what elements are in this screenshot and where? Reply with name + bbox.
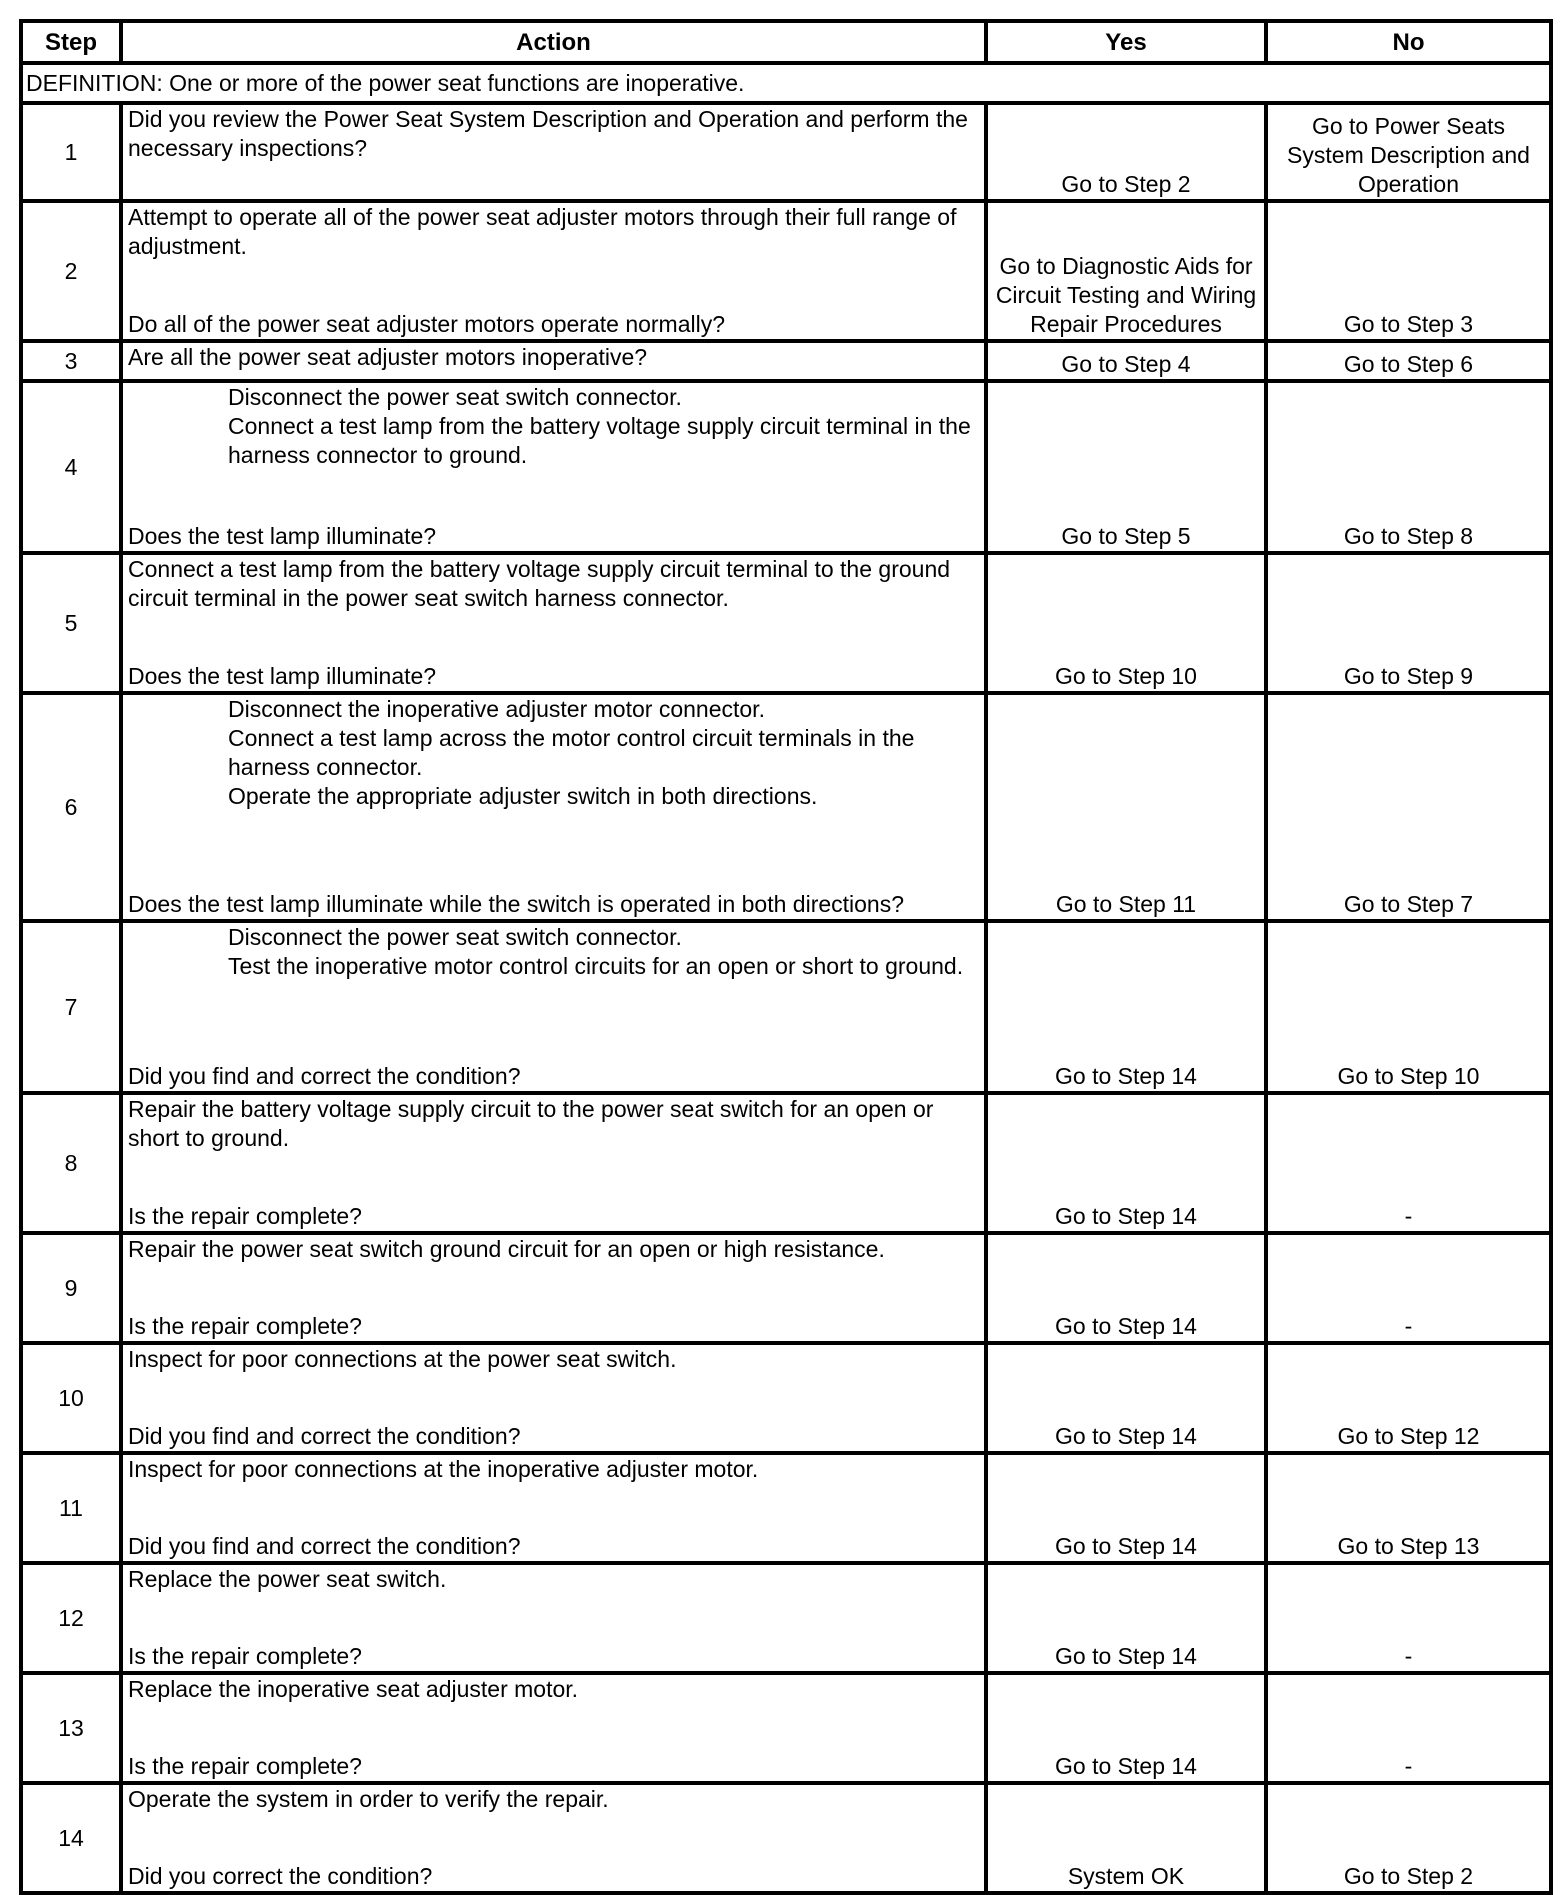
table-row: [21, 553, 1551, 693]
step-number: 14: [21, 1783, 121, 1893]
action-text: Connect a test lamp from the battery voltage supply circuit terminal in the harness connector to ground.: [228, 413, 971, 468]
action-cell: [121, 381, 986, 553]
table-row: [21, 921, 1551, 1093]
action-cell: [121, 1783, 986, 1893]
action-cell: [121, 553, 986, 693]
header-row: [21, 21, 1551, 63]
no-result: -: [1266, 1093, 1551, 1233]
no-result: Go to Step 6: [1266, 341, 1551, 381]
step-number: 2: [21, 201, 121, 341]
step-number: 8: [21, 1093, 121, 1233]
step-number: 5: [21, 553, 121, 693]
no-result: -: [1266, 1673, 1551, 1783]
action-cell: [121, 1343, 986, 1453]
yes-result: Go to Step 10: [986, 553, 1266, 693]
action-cell: [121, 1093, 986, 1233]
step-number: 7: [21, 921, 121, 1093]
action-question: Is the repair complete?: [128, 1753, 362, 1779]
action-text: Inspect for poor connections at the inoperative adjuster motor.: [128, 1456, 759, 1482]
step-number: 9: [21, 1233, 121, 1343]
action-question: Is the repair complete?: [128, 1643, 362, 1669]
action-text: Attempt to operate all of the power seat adjuster motors through their full range of adjustment.: [128, 204, 957, 259]
action-cell: [121, 1563, 986, 1673]
action-text: Operate the system in order to verify the repair.: [128, 1786, 609, 1812]
table-row: [21, 693, 1551, 921]
action-question: Does the test lamp illuminate while the switch is operated in both directions?: [128, 891, 905, 917]
action-question: Did you find and correct the condition?: [128, 1423, 521, 1449]
yes-result: Go to Step 14: [986, 1673, 1266, 1783]
yes-result: Go to Diagnostic Aids for Circuit Testing and Wiring Repair Procedures: [986, 201, 1266, 341]
action-cell: [121, 1233, 986, 1343]
yes-result: Go to Step 14: [986, 921, 1266, 1093]
action-text: Repair the power seat switch ground circuit for an open or high resistance.: [128, 1236, 885, 1262]
no-result: -: [1266, 1233, 1551, 1343]
yes-result: Go to Step 14: [986, 1093, 1266, 1233]
table-row: [21, 1563, 1551, 1673]
action-text: Are all the power seat adjuster motors inoperative?: [128, 344, 648, 370]
no-result: Go to Step 3: [1266, 201, 1551, 341]
action-cell: [121, 341, 986, 381]
yes-result: Go to Step 14: [986, 1233, 1266, 1343]
yes-result: System OK: [986, 1783, 1266, 1893]
yes-result: Go to Step 4: [986, 341, 1266, 381]
no-result: Go to Step 9: [1266, 553, 1551, 693]
action-question: Does the test lamp illuminate?: [128, 523, 437, 549]
table-row: [21, 1673, 1551, 1783]
action-question: Does the test lamp illuminate?: [128, 663, 437, 689]
action-text: Connect a test lamp from the battery voltage supply circuit terminal to the ground circuit terminal in the power seat switch harness connector.: [128, 556, 951, 611]
action-question: Is the repair complete?: [128, 1203, 362, 1229]
action-cell: [121, 693, 986, 921]
action-question: Do all of the power seat adjuster motors operate normally?: [128, 311, 726, 337]
action-question: Did you find and correct the condition?: [128, 1063, 521, 1089]
step-number: 12: [21, 1563, 121, 1673]
action-text: Replace the inoperative seat adjuster motor.: [128, 1676, 579, 1702]
definition-row: [21, 63, 1551, 103]
no-result: Go to Step 2: [1266, 1783, 1551, 1893]
action-text: Replace the power seat switch.: [128, 1566, 447, 1592]
no-result: Go to Step 13: [1266, 1453, 1551, 1563]
yes-result: Go to Step 2: [986, 103, 1266, 201]
action-cell: [121, 1453, 986, 1563]
action-text: Connect a test lamp across the motor control circuit terminals in the harness connector.: [228, 725, 915, 780]
step-number: 4: [21, 381, 121, 553]
table-row: [21, 1783, 1551, 1893]
action-text: Test the inoperative motor control circuits for an open or short to ground.: [228, 953, 964, 979]
table-row: [21, 1453, 1551, 1563]
action-cell: [121, 1673, 986, 1783]
yes-result: Go to Step 14: [986, 1563, 1266, 1673]
yes-result: Go to Step 11: [986, 693, 1266, 921]
action-text: Disconnect the power seat switch connector.: [228, 924, 682, 950]
table-row: [21, 1093, 1551, 1233]
definition-text: DEFINITION: One or more of the power seat functions are inoperative.: [21, 63, 1551, 103]
table-row: [21, 341, 1551, 381]
table-row: [21, 1343, 1551, 1453]
no-result: Go to Step 12: [1266, 1343, 1551, 1453]
yes-result: Go to Step 5: [986, 381, 1266, 553]
step-number: 3: [21, 341, 121, 381]
action-cell: [121, 201, 986, 341]
no-result: Go to Step 8: [1266, 381, 1551, 553]
action-text: Disconnect the power seat switch connector.: [228, 384, 682, 410]
step-number: 10: [21, 1343, 121, 1453]
action-question: Did you find and correct the condition?: [128, 1533, 521, 1559]
action-text: Disconnect the inoperative adjuster motor connector.: [228, 696, 765, 722]
action-text: Did you review the Power Seat System Description and Operation and perform the necessary inspections?: [128, 106, 968, 161]
action-text: Inspect for poor connections at the power seat switch.: [128, 1346, 677, 1372]
table-row: [21, 381, 1551, 553]
no-result: Go to Power Seats System Description and Operation: [1266, 103, 1551, 201]
header-no: No: [1266, 21, 1551, 63]
no-result: Go to Step 10: [1266, 921, 1551, 1093]
step-number: 13: [21, 1673, 121, 1783]
step-number: 11: [21, 1453, 121, 1563]
yes-result: Go to Step 14: [986, 1453, 1266, 1563]
table-row: [21, 103, 1551, 201]
action-text: Operate the appropriate adjuster switch in both directions.: [228, 783, 818, 809]
action-cell: [121, 921, 986, 1093]
step-number: 6: [21, 693, 121, 921]
header-action: Action: [121, 21, 986, 63]
header-step: Step: [21, 21, 121, 63]
action-question: Did you correct the condition?: [128, 1863, 433, 1889]
diagnostic-table: [19, 19, 1553, 1895]
no-result: -: [1266, 1563, 1551, 1673]
no-result: Go to Step 7: [1266, 693, 1551, 921]
table-row: [21, 201, 1551, 341]
table-row: [21, 1233, 1551, 1343]
header-yes: Yes: [986, 21, 1266, 63]
action-question: Is the repair complete?: [128, 1313, 362, 1339]
yes-result: Go to Step 14: [986, 1343, 1266, 1453]
action-text: Repair the battery voltage supply circuit to the power seat switch for an open or short to ground.: [128, 1096, 934, 1151]
action-cell: [121, 103, 986, 201]
step-number: 1: [21, 103, 121, 201]
